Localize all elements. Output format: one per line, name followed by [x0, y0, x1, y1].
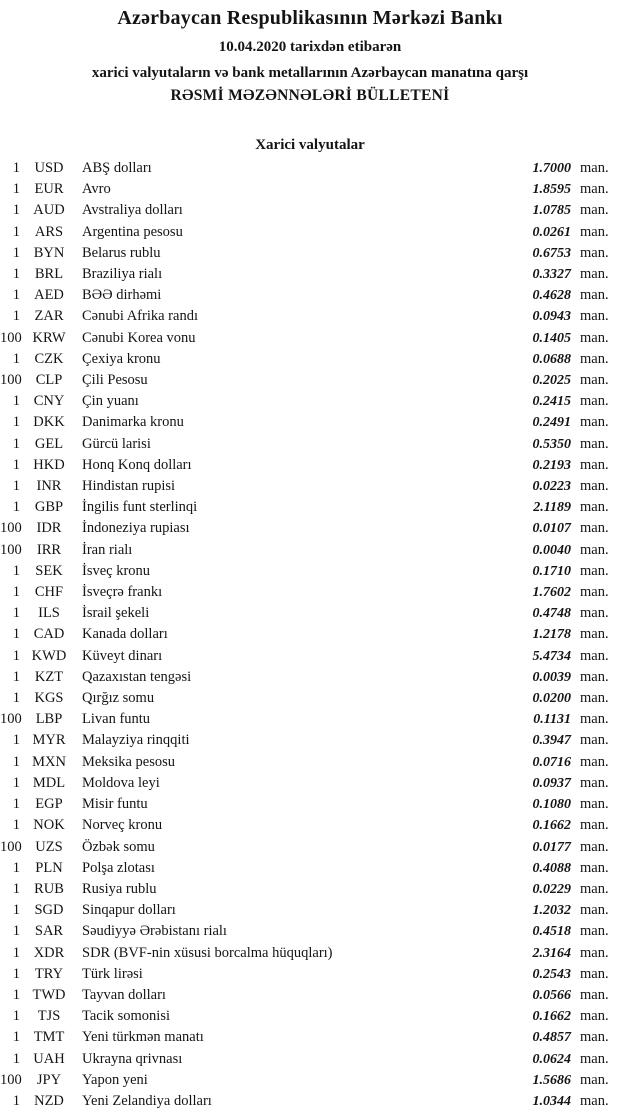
- rate-unit: man.: [580, 456, 609, 473]
- quantity: 1: [12, 859, 20, 876]
- rate-unit: man.: [580, 838, 609, 855]
- table-row: [0, 709, 620, 730]
- currency-name: ABŞ dolları: [82, 160, 152, 176]
- table-row: [0, 222, 620, 243]
- currency-name: Danimarka kronu: [82, 414, 184, 431]
- quantity: 1: [12, 668, 20, 685]
- quantity: 1: [12, 160, 20, 176]
- quantity: 1: [12, 435, 20, 452]
- currency-name: Misir funtu: [82, 796, 148, 813]
- rate-value: 0.0223: [532, 479, 571, 495]
- rate-value: 1.2178: [532, 627, 571, 643]
- currency-code: DKK: [33, 414, 65, 431]
- table-row: [0, 264, 620, 285]
- rate-value: 1.2032: [532, 903, 571, 919]
- currency-code: TJS: [37, 1008, 61, 1025]
- currency-name: İsrail şekeli: [82, 605, 150, 622]
- rate-unit: man.: [580, 584, 609, 601]
- currency-name: BƏƏ dirhəmi: [82, 287, 162, 304]
- table-row: [0, 752, 620, 773]
- currency-name: SDR (BVF-nin xüsusi borcalma hüquqları): [82, 944, 333, 961]
- rate-unit: man.: [580, 181, 609, 198]
- rate-value: 0.0229: [532, 881, 571, 897]
- currency-name: Livan funtu: [82, 711, 151, 728]
- currency-name: Cənubi Afrika randı: [82, 308, 198, 325]
- quantity: 1: [12, 1008, 20, 1025]
- table-row: [0, 582, 620, 603]
- table-row: [0, 434, 620, 455]
- rate-value: 0.0177: [532, 839, 571, 855]
- quantity: 1: [12, 223, 20, 240]
- table-row: [0, 243, 620, 264]
- rate-unit: man.: [580, 223, 609, 240]
- currency-name: Yeni Zelandiya dolları: [82, 1092, 212, 1109]
- currency-code: CAD: [33, 626, 65, 643]
- rate-unit: man.: [580, 880, 609, 897]
- rate-unit: man.: [580, 372, 609, 389]
- quantity: 1: [12, 350, 20, 367]
- rate-unit: man.: [580, 1071, 609, 1088]
- currency-code: CLP: [35, 372, 63, 389]
- rate-value: 1.7602: [532, 585, 571, 601]
- rate-unit: man.: [580, 244, 609, 261]
- table-row: [0, 200, 620, 221]
- currency-code: BRL: [34, 266, 64, 283]
- currency-name: Meksika pesosu: [82, 753, 176, 770]
- currency-code: KWD: [31, 647, 67, 664]
- rate-value: 0.1131: [533, 712, 571, 728]
- quantity: 1: [12, 456, 20, 473]
- currency-code: LBP: [35, 711, 63, 728]
- currency-code: BYN: [33, 244, 65, 261]
- rate-value: 5.4734: [532, 648, 571, 664]
- quantity: 1: [12, 647, 20, 664]
- rate-unit: man.: [580, 202, 609, 219]
- currency-code: GEL: [34, 435, 64, 452]
- quantity: 1: [12, 690, 20, 707]
- currency-name: Sinqapur dolları: [82, 902, 176, 919]
- quantity: 1: [12, 1092, 20, 1109]
- rate-value: 2.1189: [533, 500, 571, 516]
- currency-code: MXN: [32, 753, 66, 770]
- quantity: 100: [0, 838, 22, 855]
- currency-code: EGP: [35, 796, 63, 813]
- table-row: [0, 688, 620, 709]
- rate-value: 0.0688: [532, 351, 571, 367]
- quantity: 1: [12, 584, 20, 601]
- table-row: [0, 900, 620, 921]
- table-row: [0, 561, 620, 582]
- rate-value: 0.0937: [532, 775, 571, 791]
- currency-code: CHF: [34, 584, 64, 601]
- currency-code: HKD: [33, 456, 65, 473]
- rate-value: 0.1405: [532, 330, 571, 346]
- quantity: 1: [12, 986, 20, 1003]
- rate-unit: man.: [580, 690, 609, 707]
- currency-name: Yapon yeni: [82, 1071, 148, 1088]
- quantity: 100: [0, 329, 22, 346]
- rate-unit: man.: [580, 435, 609, 452]
- rate-value: 0.2025: [532, 373, 571, 389]
- rate-value: 0.0200: [532, 691, 571, 707]
- quantity: 100: [0, 541, 22, 558]
- currency-code: IRR: [36, 541, 62, 558]
- currency-name: Türk lirəsi: [82, 965, 143, 982]
- rate-value: 0.0566: [532, 987, 571, 1003]
- currency-name: Rusiya rublu: [82, 880, 157, 897]
- table-row: [0, 455, 620, 476]
- currency-code: EUR: [34, 181, 64, 198]
- table-row: [0, 391, 620, 412]
- currency-name: Çin yuanı: [82, 393, 139, 410]
- currency-name: İndoneziya rupiası: [82, 520, 190, 537]
- bulletin-title: RƏSMİ MƏZƏNNƏLƏRİ BÜLLETENİ: [170, 87, 450, 104]
- rate-unit: man.: [580, 647, 609, 664]
- rates-table: [0, 158, 620, 1112]
- table-row: [0, 285, 620, 306]
- rate-unit: man.: [580, 308, 609, 325]
- currency-name: Argentina pesosu: [82, 223, 183, 240]
- currency-name: Qırğız somu: [82, 690, 155, 707]
- rate-unit: man.: [580, 753, 609, 770]
- rate-unit: man.: [580, 350, 609, 367]
- quantity: 1: [12, 796, 20, 813]
- rate-value: 0.2491: [532, 415, 571, 431]
- quantity: 1: [12, 880, 20, 897]
- currency-code: NZD: [34, 1092, 64, 1109]
- bank-title: Azərbaycan Respublikasının Mərkəzi Bankı: [117, 7, 503, 29]
- rate-value: 0.3327: [532, 267, 571, 283]
- rate-value: 1.5686: [532, 1072, 571, 1088]
- quantity: 1: [12, 774, 20, 791]
- currency-name: Polşa zlotası: [82, 859, 155, 876]
- rate-unit: man.: [580, 160, 609, 176]
- currency-name: Qazaxıstan tengəsi: [82, 668, 192, 685]
- rate-value: 0.4857: [532, 1030, 571, 1046]
- rate-value: 0.0039: [532, 669, 571, 685]
- currency-code: JPY: [36, 1071, 62, 1088]
- rate-unit: man.: [580, 774, 609, 791]
- rate-unit: man.: [580, 520, 609, 537]
- section-title-foreign-currencies: Xarici valyutalar: [255, 137, 365, 153]
- currency-name: Avro: [82, 181, 111, 198]
- currency-name: Küveyt dinarı: [82, 647, 163, 664]
- currency-name: İngilis funt sterlinqi: [82, 499, 198, 516]
- currency-name: İsveç kronu: [82, 562, 151, 579]
- currency-code: ARS: [34, 223, 64, 240]
- currency-code: TMT: [33, 1029, 65, 1046]
- rate-unit: man.: [580, 605, 609, 622]
- currency-name: İran rialı: [82, 541, 133, 558]
- rate-value: 0.4628: [532, 288, 571, 304]
- currency-name: İsveçrə frankı: [82, 584, 163, 601]
- rate-value: 1.7000: [532, 161, 571, 176]
- table-row: [0, 476, 620, 497]
- currency-code: IDR: [36, 520, 62, 537]
- table-row: [0, 1006, 620, 1027]
- currency-code: UAH: [33, 1050, 65, 1067]
- rate-value: 1.0344: [532, 1093, 571, 1109]
- rate-unit: man.: [580, 796, 609, 813]
- table-row: [0, 964, 620, 985]
- table-row: [0, 879, 620, 900]
- currency-name: Avstraliya dolları: [82, 202, 183, 219]
- table-row: [0, 773, 620, 794]
- currency-name: Malayziya rinqqiti: [82, 732, 190, 749]
- table-row: [0, 412, 620, 433]
- currency-code: XDR: [33, 944, 65, 961]
- currency-code: ZAR: [34, 308, 64, 325]
- currency-code: CNY: [33, 393, 65, 410]
- quantity: 1: [12, 266, 20, 283]
- currency-name: Tayvan dolları: [82, 986, 166, 1003]
- rate-unit: man.: [580, 944, 609, 961]
- currency-name: Cənubi Korea vonu: [82, 329, 196, 346]
- rate-value: 0.2415: [532, 394, 571, 410]
- rate-value: 1.8595: [532, 182, 571, 198]
- table-row: [0, 921, 620, 942]
- quantity: 1: [12, 944, 20, 961]
- rate-unit: man.: [580, 1092, 609, 1109]
- table-row: [0, 179, 620, 200]
- rate-value: 1.0785: [532, 203, 571, 219]
- rate-value: 0.2193: [532, 457, 571, 473]
- table-row: [0, 730, 620, 751]
- table-row: [0, 540, 620, 561]
- rate-value: 0.1710: [532, 563, 571, 579]
- rate-value: 0.0716: [532, 754, 571, 770]
- rate-value: 0.6753: [532, 245, 571, 261]
- rate-unit: man.: [580, 478, 609, 495]
- table-row: [0, 815, 620, 836]
- currency-code: GBP: [34, 499, 64, 516]
- table-row: [0, 158, 620, 179]
- rate-unit: man.: [580, 329, 609, 346]
- currency-code: UZS: [35, 838, 63, 855]
- currency-name: Kanada dolları: [82, 626, 168, 643]
- effective-date-line: 10.04.2020 tarixdən etibarən: [218, 39, 402, 55]
- currency-code: SGD: [34, 902, 64, 919]
- quantity: 1: [12, 181, 20, 198]
- currency-name: Yeni türkmən manatı: [82, 1029, 204, 1046]
- quantity: 1: [12, 562, 20, 579]
- rate-value: 0.0261: [532, 224, 571, 240]
- currency-code: TWD: [32, 986, 66, 1003]
- currency-code: MDL: [32, 774, 66, 791]
- table-row: [0, 943, 620, 964]
- currency-code: INR: [36, 478, 62, 495]
- rate-value: 0.1080: [532, 797, 571, 813]
- quantity: 100: [0, 711, 22, 728]
- rate-value: 0.4088: [532, 860, 571, 876]
- currency-name: Ukrayna qrivnası: [82, 1050, 183, 1067]
- table-row: [0, 667, 620, 688]
- quantity: 1: [12, 202, 20, 219]
- rate-unit: man.: [580, 965, 609, 982]
- quantity: 1: [12, 753, 20, 770]
- currency-name: Səudiyyə Ərəbistanı rialı: [82, 923, 227, 940]
- rate-unit: man.: [580, 923, 609, 940]
- currency-name: Çili Pesosu: [82, 372, 148, 389]
- currency-code: NOK: [33, 817, 65, 834]
- currency-code: CZK: [34, 350, 64, 367]
- currency-name: Özbək somu: [82, 838, 155, 855]
- rate-value: 0.1662: [532, 1009, 571, 1025]
- quantity: 1: [12, 965, 20, 982]
- quantity: 1: [12, 1050, 20, 1067]
- table-row: [0, 370, 620, 391]
- currency-code: RUB: [34, 880, 64, 897]
- rate-value: 0.0624: [532, 1051, 571, 1067]
- rate-unit: man.: [580, 1050, 609, 1067]
- rate-unit: man.: [580, 541, 609, 558]
- rate-unit: man.: [580, 732, 609, 749]
- rate-unit: man.: [580, 266, 609, 283]
- currency-code: USD: [34, 160, 64, 176]
- rate-unit: man.: [580, 287, 609, 304]
- table-row: [0, 328, 620, 349]
- quantity: 100: [0, 520, 22, 537]
- table-row: [0, 497, 620, 518]
- quantity: 1: [12, 626, 20, 643]
- rate-unit: man.: [580, 859, 609, 876]
- currency-code: SAR: [34, 923, 64, 940]
- quantity: 100: [0, 1071, 22, 1088]
- quantity: 1: [12, 287, 20, 304]
- rate-unit: man.: [580, 499, 609, 516]
- table-row: [0, 646, 620, 667]
- rate-unit: man.: [580, 1008, 609, 1025]
- currency-code: PLN: [35, 859, 63, 876]
- quantity: 1: [12, 732, 20, 749]
- currency-name: Norveç kronu: [82, 817, 163, 834]
- rate-unit: man.: [580, 1029, 609, 1046]
- rate-value: 0.0107: [532, 521, 571, 537]
- currency-code: ILS: [38, 605, 60, 622]
- rate-value: 0.3947: [532, 733, 571, 749]
- quantity: 100: [0, 372, 22, 389]
- quantity: 1: [12, 244, 20, 261]
- currency-code: KGS: [34, 690, 64, 707]
- rate-value: 0.0040: [532, 542, 571, 558]
- currency-code: KZT: [34, 668, 64, 685]
- table-row: [0, 837, 620, 858]
- rate-value: 0.5350: [532, 436, 571, 452]
- rate-value: 2.3164: [532, 945, 571, 961]
- table-row: [0, 858, 620, 879]
- rate-unit: man.: [580, 393, 609, 410]
- currency-code: AUD: [33, 202, 65, 219]
- table-row: [0, 1091, 620, 1112]
- rate-value: 0.0943: [532, 309, 571, 325]
- currency-code: MYR: [32, 732, 66, 749]
- quantity: 1: [12, 414, 20, 431]
- rate-unit: man.: [580, 414, 609, 431]
- currency-name: Tacik somonisi: [82, 1008, 170, 1025]
- currency-name: Moldova leyi: [82, 774, 160, 791]
- table-row: [0, 1070, 620, 1091]
- table-row: [0, 985, 620, 1006]
- quantity: 1: [12, 393, 20, 410]
- document-subtitle: xarici valyutaların və bank metallarının Azərbaycan manatına qarşı: [91, 65, 529, 81]
- table-row: [0, 603, 620, 624]
- table-row: [0, 1049, 620, 1070]
- quantity: 1: [12, 1029, 20, 1046]
- rate-unit: man.: [580, 668, 609, 685]
- currency-code: AED: [34, 287, 64, 304]
- quantity: 1: [12, 499, 20, 516]
- rate-unit: man.: [580, 626, 609, 643]
- currency-name: Çexiya kronu: [82, 350, 161, 367]
- quantity: 1: [12, 902, 20, 919]
- rate-unit: man.: [580, 711, 609, 728]
- rate-value: 0.2543: [532, 966, 571, 982]
- quantity: 1: [12, 308, 20, 325]
- currency-name: Braziliya rialı: [82, 266, 163, 283]
- currency-code: KRW: [32, 329, 66, 346]
- rate-unit: man.: [580, 902, 609, 919]
- document-header: [0, 0, 620, 106]
- table-row: [0, 306, 620, 327]
- rate-unit: man.: [580, 817, 609, 834]
- currency-code: TRY: [34, 965, 64, 982]
- rate-value: 0.4518: [532, 924, 571, 940]
- rate-value: 0.1662: [532, 818, 571, 834]
- quantity: 1: [12, 817, 20, 834]
- rate-unit: man.: [580, 562, 609, 579]
- rate-unit: man.: [580, 986, 609, 1003]
- table-row: [0, 349, 620, 370]
- table-row: [0, 794, 620, 815]
- rate-value: 0.4748: [532, 606, 571, 622]
- table-row: [0, 624, 620, 645]
- currency-name: Honq Konq dolları: [82, 456, 192, 473]
- table-row: [0, 1027, 620, 1048]
- currency-name: Hindistan rupisi: [82, 478, 176, 495]
- currency-name: Belarus rublu: [82, 244, 161, 261]
- table-row: [0, 518, 620, 539]
- currency-code: SEK: [35, 562, 63, 579]
- quantity: 1: [12, 605, 20, 622]
- quantity: 1: [12, 923, 20, 940]
- quantity: 1: [12, 478, 20, 495]
- currency-name: Gürcü larisi: [82, 435, 151, 452]
